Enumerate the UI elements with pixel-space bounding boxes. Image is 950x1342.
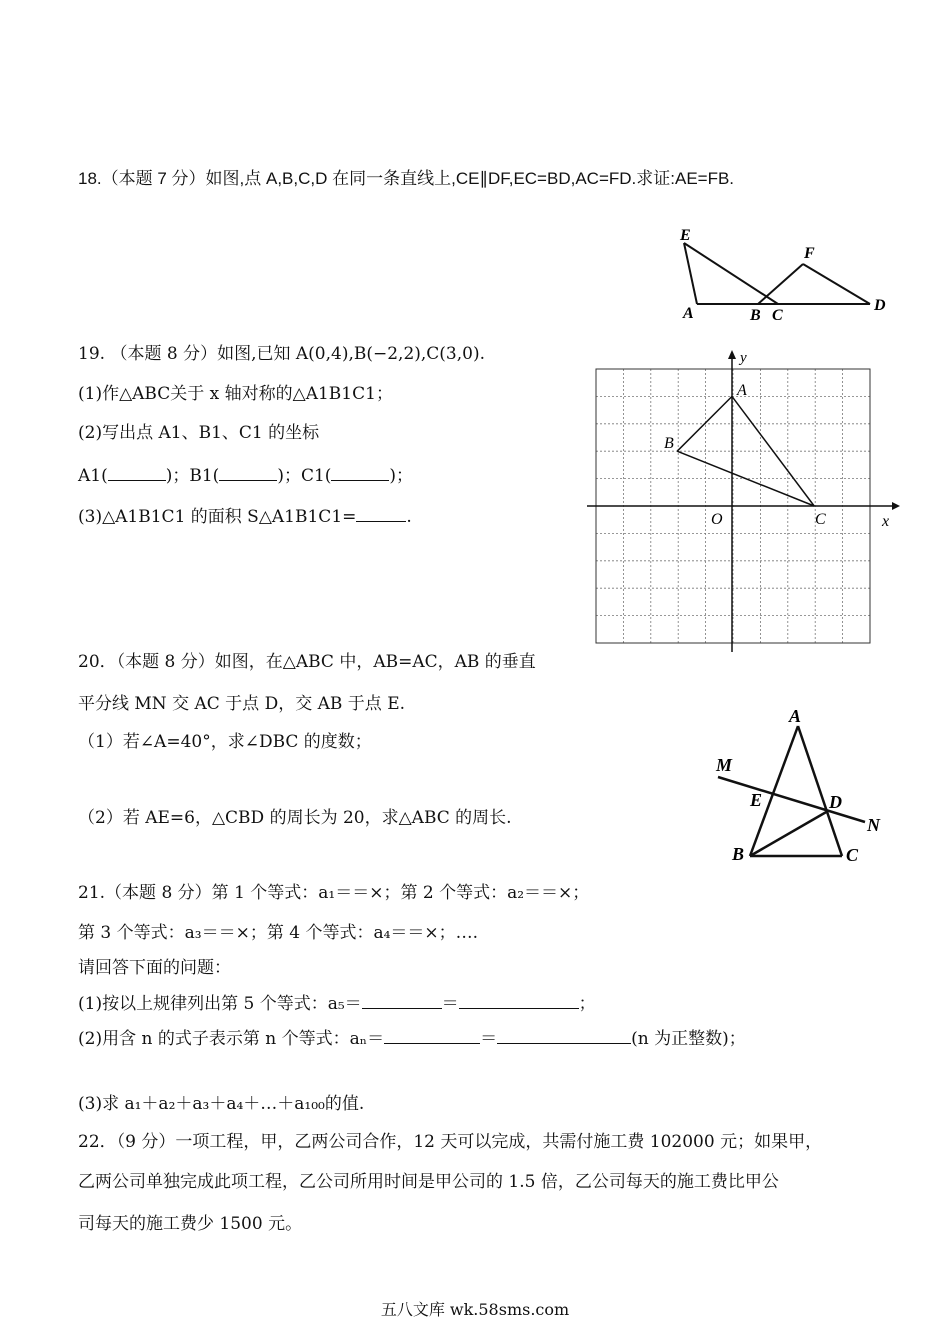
q19-a1-blank[interactable] <box>108 464 166 481</box>
q18-label-b: B <box>750 307 761 324</box>
q19-b1-label: )；B1( <box>165 466 220 486</box>
q19-area-blank[interactable] <box>356 505 406 522</box>
q20-segment-ac <box>798 726 842 856</box>
q18-segment-ec <box>684 243 778 304</box>
q20-label-c: C <box>846 845 859 865</box>
q21-line3: 请回答下面的问题： <box>78 958 231 978</box>
q22-line3: 司每天的施工费少 1500 元。 <box>78 1214 303 1234</box>
footer-watermark: 五八文库 wk.58sms.com <box>380 1300 570 1319</box>
q20-line1: 20．（本题 8 分）如图，在△ABC 中，AB=AC，AB 的垂直 <box>78 652 536 672</box>
q18-segment-ae <box>684 243 697 304</box>
q20-line4: （2）若 AE=6，△CBD 的周长为 20，求△ABC 的周长. <box>78 808 512 828</box>
q21-q2-equals: ＝ <box>480 1029 498 1049</box>
q22-line1: 22．（9 分）一项工程，甲，乙两公司合作，12 天可以完成，共需付施工费 102000 元；如果甲， <box>78 1132 823 1152</box>
segment-ab <box>677 396 732 451</box>
q20-label-b: B <box>732 844 745 864</box>
q21-q2-end: (n 为正整数)； <box>631 1029 746 1049</box>
q19-line1: 19. （本题 8 分）如图,已知 A(0,4),B(−2,2),C(3,0). <box>78 344 486 364</box>
segment-ac <box>732 396 814 506</box>
q20-label-n: N <box>867 815 880 835</box>
q21-line2: 第 3 个等式：a₃＝＝×；第 4 个等式：a₄＝＝×；…. <box>78 923 479 943</box>
q20-segment-ab <box>750 726 798 856</box>
q19-line5 <box>78 505 412 528</box>
x-axis-arrow <box>892 502 900 510</box>
q21-line6: (3)求 a₁＋a₂＋a₃＋a₄＋…＋a₁₀₀的值. <box>78 1094 365 1114</box>
q21-line5 <box>78 1027 746 1050</box>
q21-an-blank-2[interactable] <box>497 1027 631 1044</box>
q18-label-d: D <box>874 297 886 314</box>
q19-line3: (2)写出点 A1、B1、C1 的坐标 <box>78 423 320 443</box>
point-label-b: B <box>664 435 674 452</box>
q20-label-a: A <box>789 706 802 726</box>
q21-an-blank-1[interactable] <box>384 1027 480 1044</box>
q20-line2: 平分线 MN 交 AC 于点 D，交 AB 于点 E. <box>78 694 406 714</box>
grid-border <box>596 369 870 643</box>
q20-line3: （1）若∠A=40°，求∠DBC 的度数； <box>78 732 372 752</box>
q20-label-d: D <box>829 792 842 812</box>
q18-segment-bf <box>758 264 803 304</box>
point-label-c: C <box>815 511 826 528</box>
segment-bc <box>677 451 814 506</box>
q20-label-m: M <box>716 755 733 775</box>
q21-a5-blank-1[interactable] <box>362 992 442 1009</box>
q21-line1: 21.（本题 8 分）第 1 个等式：a₁＝＝×；第 2 个等式：a₂＝＝×； <box>78 883 590 903</box>
q18-segment-fd <box>803 264 870 304</box>
q18-label-c: C <box>772 307 783 324</box>
axis-label-y: y <box>740 350 747 366</box>
q21-q1-end: ； <box>578 994 596 1014</box>
q19-line2: (1)作△ABC关于 x 轴对称的△A1B1C1； <box>78 384 393 404</box>
q19-area-label: (3)△A1B1C1 的面积 S△A1B1C1= <box>78 507 357 527</box>
q19-c1-label: )；C1( <box>277 466 332 486</box>
q21-q1-label: (1)按以上规律列出第 5 个等式：a₅＝ <box>78 994 362 1014</box>
q20-segment-bd <box>750 811 828 856</box>
q19-b1-blank[interactable] <box>219 464 277 481</box>
q19-end: )； <box>389 466 414 486</box>
q19-c1-blank[interactable] <box>331 464 389 481</box>
q21-q2-label: (2)用含 n 的式子表示第 n 个等式：aₙ＝ <box>78 1029 385 1049</box>
origin-label: O <box>711 511 723 528</box>
q21-q1-equals: ＝ <box>441 994 459 1014</box>
y-axis-arrow <box>728 350 736 359</box>
q21-line4 <box>78 992 596 1015</box>
q21-a5-blank-2[interactable] <box>459 992 579 1009</box>
q20-line-mn <box>718 777 865 822</box>
q18-label-a: A <box>683 305 694 322</box>
q19-a1-label: A1( <box>78 466 108 486</box>
q18-label-f: F <box>804 245 815 262</box>
q18-text: 18.（本题 7 分）如图,点 A,B,C,D 在同一条直线上,CE∥DF,EC=BD,AC=FD.求证:AE=FB. <box>78 169 735 188</box>
point-label-a: A <box>737 382 747 399</box>
q18-label-e: E <box>680 227 691 244</box>
q19-area-end: . <box>406 507 412 527</box>
q20-label-e: E <box>750 790 763 810</box>
q22-line2: 乙两公司单独完成此项工程，乙公司所用时间是甲公司的 1.5 倍，乙公司每天的施工费比甲公 <box>78 1172 779 1192</box>
axis-label-x: x <box>882 513 890 530</box>
q19-line4 <box>78 464 413 487</box>
